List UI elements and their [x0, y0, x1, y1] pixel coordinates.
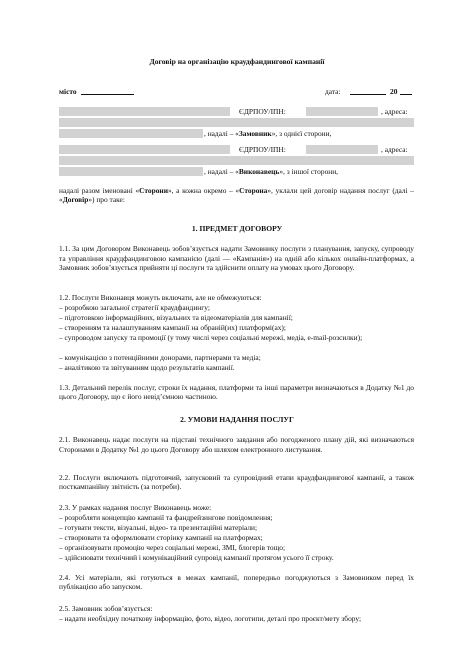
party2-role-line: , надалі – «Виконавець», з іншої сторони, [204, 167, 339, 176]
clause-2-3: 2.3. У рамках надання послуг Виконавець може: [59, 503, 212, 512]
list-item: – комунікацією з потенційними донорами, партнерами та медіа; [59, 353, 261, 362]
date-year-field[interactable] [400, 87, 412, 97]
list-item: – організовувати промоцію через соціальні мережі, ЗМІ, блогерів тощо; [59, 543, 286, 552]
party1-edrpou-label: ЄДРПОУ/ІПН: [239, 107, 286, 116]
list-item: – створювати та оформлювати сторінку кампанії на платформах; [59, 533, 263, 542]
party1-address-field-1[interactable] [59, 118, 414, 127]
party2-edrpou-field[interactable] [306, 145, 378, 154]
list-item: – аналітикою та звітуванням щодо результатів кампанії. [59, 363, 235, 372]
list-item: – готувати тексти, візуальні, відео- та презентаційні матеріали; [59, 523, 258, 532]
party2-name-field[interactable] [59, 145, 230, 154]
city-field[interactable] [81, 87, 134, 97]
city-label: місто [59, 87, 77, 96]
document-title: Договір на організацію краудфандингової кампанії [149, 57, 325, 66]
party1-address-field-2[interactable] [59, 129, 203, 138]
clause-1-1: 1.1. За цим Договором Виконавець зобов’язується надати Замовнику послуги з планування, запуску, супроводу та управління краудфандинговою кампанією (далі — «Кампанія») на одній або кількох онлайн-платформах, а Замовник зобов’язується прийняти ці послуги та здійснити оплату на умовах цього Договору. [59, 244, 414, 273]
list-item: – супроводом запуску та промоції (у тому числі через соціальні мережі, медіа, e-mail-розсилки); [59, 333, 363, 342]
clause-2-2: 2.2. Послуги включають підготовчий, запусковий та супровідний етапи краудфандингової кампанії, а також посткампанійну звітність (за потреби). [59, 473, 414, 491]
list-item: – здійснювати технічний і комунікаційний супровід кампанії протягом усього її строку. [59, 553, 334, 562]
clause-2-1: 2.1. Виконавець надає послуги на підставі технічного завдання або погодженого плану дій, які визначаються Сторонами в Додатку №1 до цього Договору або шляхом електронного листування. [59, 435, 414, 454]
party1-name-field[interactable] [59, 107, 230, 116]
date-label: дата: [325, 87, 341, 96]
party2-address-field-1[interactable] [59, 156, 414, 165]
list-item: – розробляти концепцію кампанії та фандрейзингове повідомлення; [59, 513, 273, 522]
clause-1-3: 1.3. Детальний перелік послуг, строки їх надання, платформи та інші параметри визначаються в Додатку №1 до цього Договору, що є його невід’ємною частиною. [59, 383, 414, 401]
section2-heading: 2. УМОВИ НАДАННЯ ПОСЛУГ [180, 415, 294, 424]
clause-1-2: 1.2. Послуги Виконавця можуть включати, але не обмежуються: [59, 293, 262, 302]
date-year: 20 [390, 87, 398, 96]
party2-edrpou-label: ЄДРПОУ/ІПН: [239, 145, 286, 154]
list-item: – розробкою загальної стратегії краудфандингу; [59, 303, 210, 312]
party1-address-label: , адреса: [381, 107, 408, 116]
intro-paragraph: надалі разом іменовані «Сторони», а кожна окремо – «Сторона», уклали цей договір надання послуг (далі – «Договір») про таке: [59, 186, 414, 204]
clause-2-4: 2.4. Усі матеріали, які готуються в межах кампанії, попередньо погоджуються з Замовником перед їх публікацією або запуском. [59, 573, 414, 591]
date-field[interactable] [350, 87, 386, 97]
list-item: – підготовкою інформаційних, візуальних та відеоматеріалів для кампанії; [59, 313, 293, 322]
section1-heading: 1. ПРЕДМЕТ ДОГОВОРУ [191, 224, 283, 233]
list-item: – створенням та налаштуванням кампанії на обраній(их) платформі(ах); [59, 323, 286, 332]
party2-address-field-2[interactable] [59, 167, 203, 176]
list-item: – надати необхідну початкову інформацію, фото, відео, логотипи, деталі про проєкт/мету збору; [59, 614, 362, 623]
clause-2-5: 2.5. Замовник зобов’язується: [59, 604, 153, 613]
party2-address-label: , адреса: [381, 145, 408, 154]
party1-role-line: , надалі – «Замовник», з однієї сторони, [204, 129, 332, 138]
party1-edrpou-field[interactable] [306, 107, 378, 116]
